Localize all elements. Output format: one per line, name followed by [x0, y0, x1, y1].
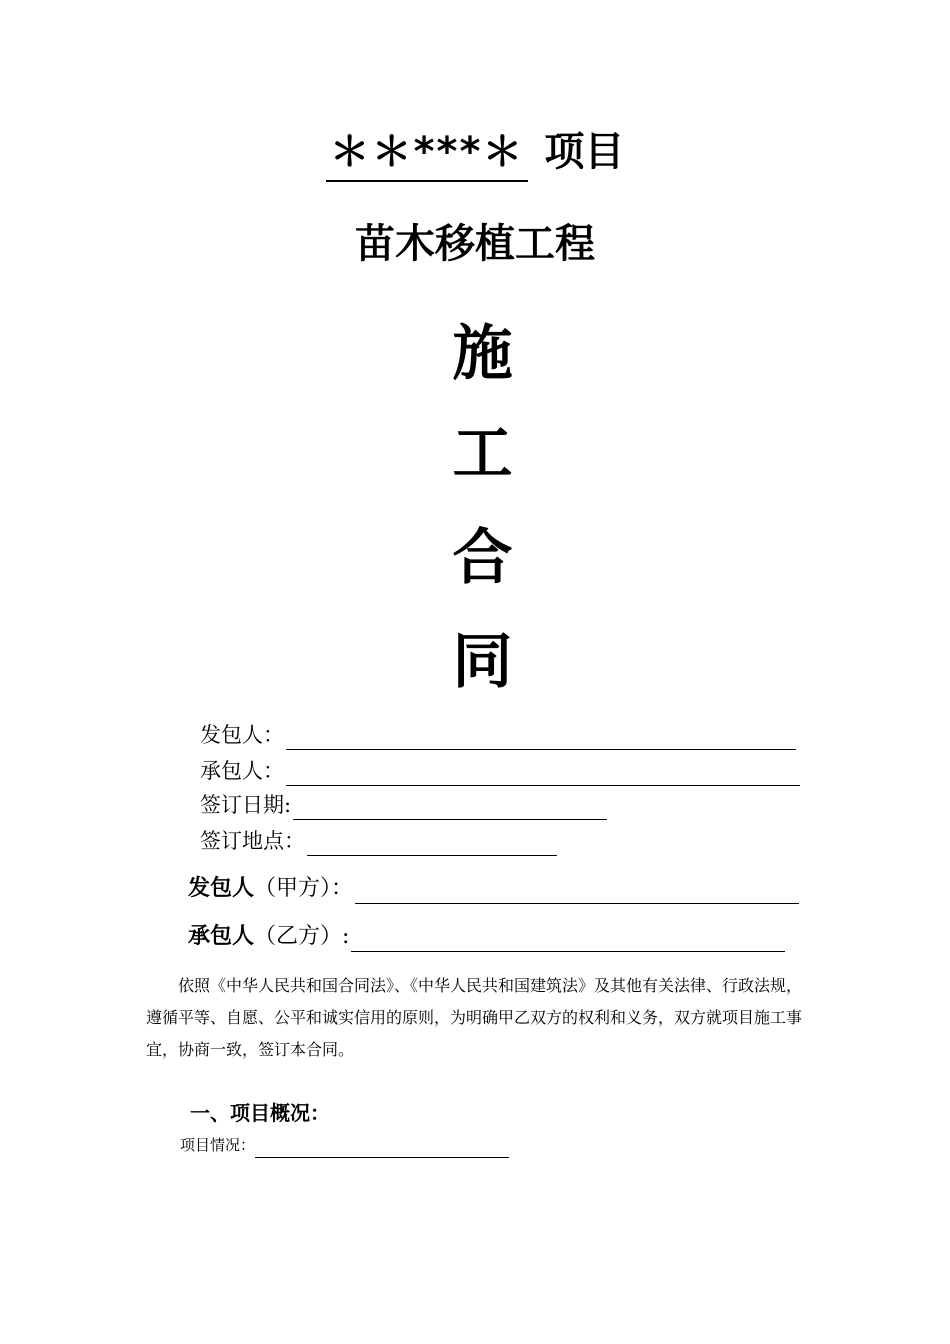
section-heading-project-overview: 一、项目概况：	[190, 1101, 330, 1125]
sign-place-field	[200, 826, 557, 856]
party-b-name: 承包人	[188, 924, 255, 949]
contract-title-line	[0, 124, 950, 182]
contractor-field	[200, 756, 800, 786]
party-b-blank[interactable]	[351, 929, 785, 952]
project-name-blank: ＊＊***＊	[326, 124, 529, 182]
intro-paragraph: 依照《中华人民共和国合同法》、《中华人民共和国建筑法》及其他有关法律、行政法规，遵循平等、自愿、公平和诚实信用的原则，为明确甲乙双方的权利和义务，双方就项目施工事宜，协商一致，签订本合同。	[146, 976, 803, 1059]
title-char-2: 工	[452, 419, 513, 489]
sign-place-label: 签订地点：	[200, 829, 305, 853]
project-info-label: 项目情况：	[180, 1136, 256, 1154]
party-a-field	[188, 874, 799, 904]
title-char-1: 施	[452, 319, 513, 389]
contractor-blank[interactable]	[286, 763, 800, 786]
employer-field	[200, 720, 796, 750]
sign-place-blank[interactable]	[307, 833, 557, 856]
party-a-name: 发包人	[188, 876, 255, 901]
sign-date-label: 签订日期:	[200, 793, 292, 817]
contract-subtitle: 苗木移植工程	[355, 221, 595, 267]
title-char-4: 同	[452, 627, 513, 697]
project-info-blank[interactable]	[255, 1139, 509, 1158]
party-b-paren: （乙方）:	[254, 924, 350, 949]
project-info-field	[180, 1132, 509, 1158]
sign-date-field	[200, 790, 607, 820]
employer-label: 发包人：	[200, 723, 284, 747]
sign-date-blank[interactable]	[293, 797, 607, 820]
employer-blank[interactable]	[286, 727, 796, 750]
title-char-3: 合	[452, 523, 513, 593]
party-a-blank[interactable]	[355, 881, 799, 904]
contractor-label: 承包人：	[200, 759, 284, 783]
party-b-field	[188, 922, 785, 952]
party-a-paren: （甲方）：	[254, 876, 354, 901]
title-suffix: 项目	[544, 129, 625, 175]
